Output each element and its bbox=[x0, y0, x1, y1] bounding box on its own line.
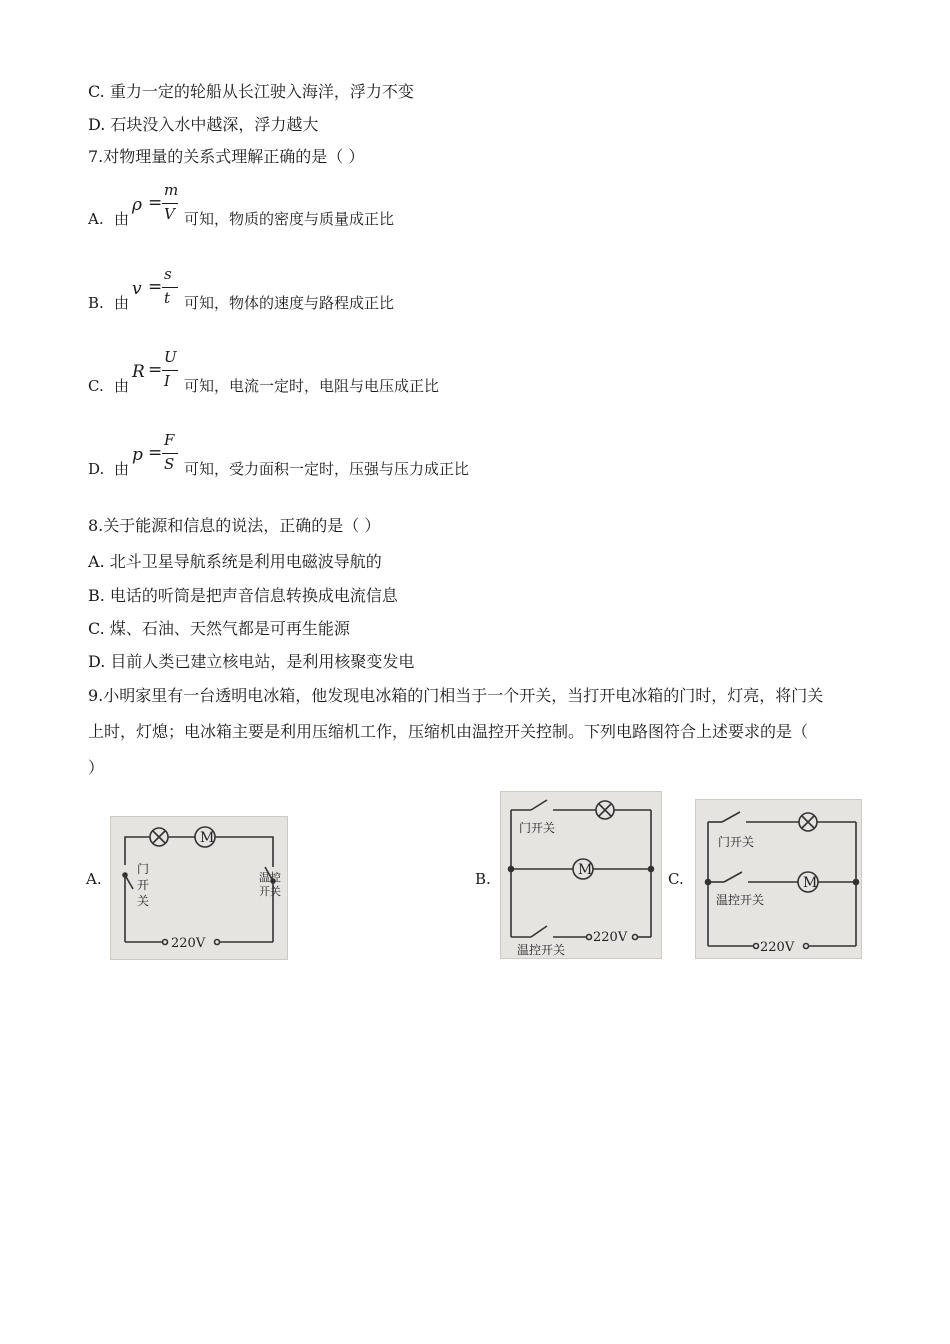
choice-b-label: B. bbox=[475, 870, 491, 888]
formula-equals: = bbox=[148, 443, 163, 463]
q8-option-c: C. 煤、石油、天然气都是可再生能源 bbox=[88, 619, 350, 638]
temp-switch-label: 开关 bbox=[259, 885, 281, 898]
option-label: A. bbox=[88, 210, 104, 228]
temp-switch-label: 温控 bbox=[259, 871, 281, 884]
q8-option-b: B. 电话的听筒是把声音信息转换成电流信息 bbox=[88, 586, 398, 605]
choice-a-label: A. bbox=[86, 870, 102, 888]
formula-lhs: p bbox=[132, 445, 143, 465]
resistance-formula bbox=[132, 350, 184, 396]
door-switch-label: 门 bbox=[137, 862, 150, 876]
fraction-bar bbox=[162, 453, 178, 454]
q7-option-b bbox=[88, 267, 488, 313]
circuit-diagram-c bbox=[695, 799, 862, 959]
door-switch-label: 关 bbox=[137, 894, 150, 908]
formula-denominator: I bbox=[164, 372, 170, 390]
option-prefix: 由 bbox=[114, 377, 130, 395]
option-text: 可知，电流一定时，电阻与电压成正比 bbox=[184, 377, 440, 395]
supply-voltage-label: 220V bbox=[593, 930, 628, 945]
door-switch-label: 门开关 bbox=[718, 835, 755, 849]
formula-equals: = bbox=[148, 277, 163, 297]
q9-stem-line2: 上时，灯熄；电冰箱主要是利用压缩机工作，压缩机由温控开关控制。下列电路图符合上述要求的是（ bbox=[88, 722, 809, 741]
motor-symbol: M bbox=[578, 862, 593, 878]
q7-stem: 7.对物理量的关系式理解正确的是（ ） bbox=[88, 147, 365, 166]
door-switch-label: 开 bbox=[137, 878, 150, 892]
option-prefix: 由 bbox=[114, 210, 130, 228]
fraction-bar bbox=[162, 287, 178, 288]
formula-numerator: m bbox=[164, 181, 179, 199]
option-label: B. bbox=[88, 294, 104, 312]
q7-option-c bbox=[88, 350, 508, 396]
circuit-diagram-a bbox=[110, 816, 288, 960]
formula-equals: = bbox=[148, 360, 163, 380]
formula-numerator: s bbox=[164, 265, 172, 283]
q8-option-d: D. 目前人类已建立核电站，是利用核聚变发电 bbox=[88, 652, 415, 671]
supply-voltage-label: 220V bbox=[760, 940, 795, 955]
option-prefix: 由 bbox=[114, 294, 130, 312]
q6-option-c: C. 重力一定的轮船从长江驶入海洋，浮力不变 bbox=[88, 82, 414, 101]
formula-denominator: S bbox=[164, 455, 175, 473]
formula-denominator: t bbox=[164, 289, 171, 307]
q7-option-d bbox=[88, 433, 528, 479]
choice-c-label: C. bbox=[668, 870, 684, 888]
q6-option-d: D. 石块没入水中越深，浮力越大 bbox=[88, 115, 319, 134]
q9-stem-line3: ） bbox=[88, 758, 105, 777]
fraction-bar bbox=[162, 203, 178, 204]
temp-switch-label: 温控开关 bbox=[517, 943, 566, 957]
density-formula bbox=[132, 183, 184, 229]
fraction-bar bbox=[162, 370, 178, 371]
formula-numerator: F bbox=[164, 431, 175, 449]
temp-switch-label: 温控开关 bbox=[716, 893, 765, 907]
formula-lhs: R bbox=[132, 362, 145, 382]
formula-denominator: V bbox=[164, 205, 175, 223]
formula-equals: = bbox=[148, 193, 163, 213]
option-label: D. bbox=[88, 460, 105, 478]
option-text: 可知，受力面积一定时，压强与压力成正比 bbox=[184, 460, 470, 478]
speed-formula bbox=[132, 267, 184, 313]
formula-numerator: U bbox=[164, 348, 177, 366]
option-text: 可知，物体的速度与路程成正比 bbox=[184, 294, 395, 312]
q8-stem: 8.关于能源和信息的说法，正确的是（ ） bbox=[88, 516, 381, 535]
q7-option-a bbox=[88, 183, 488, 229]
supply-voltage-label: 220V bbox=[171, 936, 206, 951]
pressure-formula bbox=[132, 433, 184, 479]
q8-option-a: A. 北斗卫星导航系统是利用电磁波导航的 bbox=[88, 552, 382, 571]
door-switch-label: 门开关 bbox=[519, 821, 556, 835]
motor-symbol: M bbox=[803, 875, 818, 891]
option-text: 可知，物质的密度与质量成正比 bbox=[184, 210, 395, 228]
option-prefix: 由 bbox=[114, 460, 130, 478]
formula-lhs: ρ bbox=[132, 195, 142, 215]
circuit-diagram-b bbox=[500, 791, 662, 959]
formula-lhs: v bbox=[132, 279, 142, 299]
motor-symbol: M bbox=[200, 830, 215, 846]
option-label: C. bbox=[88, 377, 104, 395]
q9-stem-line1: 9.小明家里有一台透明电冰箱，他发现电冰箱的门相当于一个开关，当打开电冰箱的门时，灯亮，将门关 bbox=[88, 686, 824, 705]
